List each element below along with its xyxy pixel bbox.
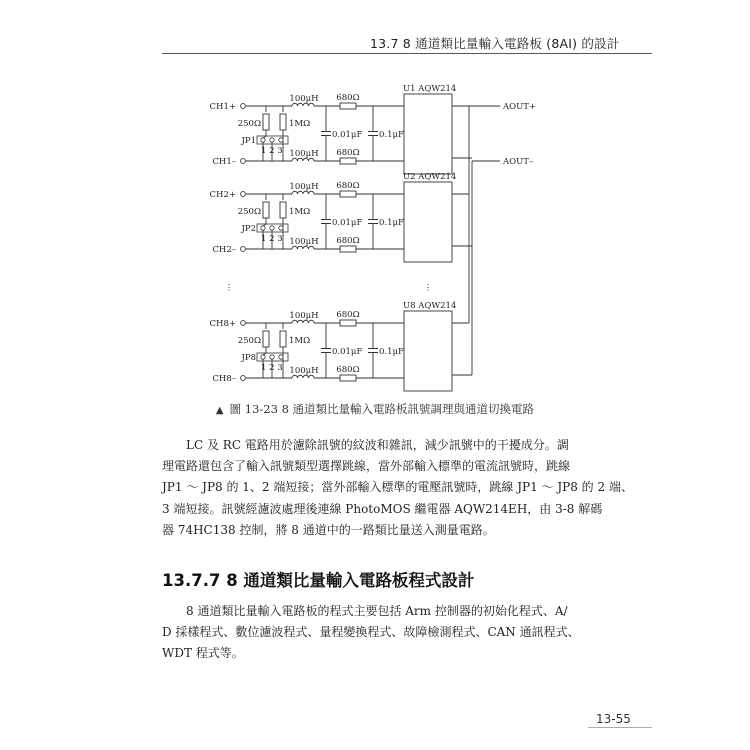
series-resistor — [340, 375, 356, 381]
channel-positive-label: CH2+ — [209, 190, 236, 200]
caption-marker: ▲ — [215, 405, 224, 416]
section-heading: 13.7.7 8 通道類比量輸入電路板程式設計 — [162, 571, 475, 590]
relay-box — [404, 311, 452, 391]
jumper-pin-numbers: 1 2 3 — [261, 146, 283, 156]
inductor-label: 100μH — [289, 182, 319, 192]
series-resistor — [340, 320, 356, 326]
jumper-pin — [279, 355, 283, 359]
jumper-pin — [270, 226, 274, 230]
input-terminal — [241, 159, 246, 164]
bias-resistor — [280, 202, 286, 218]
channel-negative-label: CH8– — [212, 374, 236, 384]
inductor-label: 100μH — [289, 311, 319, 321]
shunt-resistor-label: 250Ω — [237, 119, 261, 129]
bias-resistor — [280, 331, 286, 347]
input-terminal — [241, 192, 246, 197]
bias-resistor — [280, 114, 286, 130]
series-resistor-label: 680Ω — [336, 148, 360, 158]
channel-negative-label: CH1– — [212, 157, 236, 167]
output-negative-label: AOUT– — [503, 157, 534, 167]
paragraph-line: 理電路還包含了輸入訊號類型選擇跳線，當外部輸入標準的電流訊號時，跳線 — [162, 459, 571, 474]
jumper-label: JP8 — [241, 353, 256, 363]
series-resistor-label: 680Ω — [336, 236, 360, 246]
inductor-label: 100μH — [289, 237, 319, 247]
paragraph-line: 8 通道類比量輸入電路板的程式主要包括 Arm 控制器的初始化程式、A/ — [186, 604, 568, 618]
series-resistor — [340, 246, 356, 252]
series-resistor — [340, 158, 356, 164]
paragraph-line: D 採樣程式、數位濾波程式、量程變換程式、故障檢測程式、CAN 通訊程式、 — [162, 625, 580, 640]
relay-label: U8 AQW214 — [403, 301, 457, 311]
shunt-resistor — [263, 202, 269, 218]
jumper-pin — [270, 138, 274, 142]
jumper-pin — [261, 226, 265, 230]
bias-resistor-label: 1MΩ — [289, 119, 311, 129]
shunt-resistor-label: 250Ω — [237, 207, 261, 217]
shunt-resistor — [263, 331, 269, 347]
channel-positive-label: CH1+ — [209, 102, 236, 112]
series-resistor — [340, 191, 356, 197]
paragraph-line: JP1 ～ JP8 的 1、2 端短接；當外部輸入標準的電壓訊號時，跳線 JP1 ～ JP8 的 2 端、 — [162, 480, 633, 495]
jumper-pin-numbers: 1 2 3 — [261, 234, 283, 244]
capacitor-2-label: 0.1μF — [379, 347, 404, 357]
relay-label: U1 AQW214 — [403, 84, 457, 94]
ellipsis-mark: ⋮ — [224, 283, 234, 293]
relay-box — [404, 94, 452, 174]
jumper-pin — [261, 355, 265, 359]
paragraph-line: 器 74HC138 控制，將 8 通道中的一路類比量送入測量電路。 — [162, 522, 495, 537]
page-number: 13-55 — [596, 712, 631, 726]
shunt-resistor — [263, 114, 269, 130]
jumper-pin — [279, 138, 283, 142]
input-terminal — [241, 104, 246, 109]
jumper-pin — [261, 138, 265, 142]
inductor-label: 100μH — [289, 366, 319, 376]
paragraph-line: 3 端短接。訊號經濾波處理後連線 PhotoMOS 繼電器 AQW214EH，由 3-8 解碼 — [162, 501, 603, 516]
jumper-pin — [270, 355, 274, 359]
page-number-rule — [588, 727, 652, 728]
jumper-label: JP2 — [241, 224, 256, 234]
relay-label: U2 AQW214 — [403, 172, 457, 182]
jumper-label: JP1 — [241, 136, 256, 146]
channel-positive-label: CH8+ — [209, 319, 236, 329]
capacitor-2-label: 0.1μF — [379, 130, 404, 140]
relay-box — [404, 182, 452, 262]
series-resistor-label: 680Ω — [336, 365, 360, 375]
paragraph-1 — [162, 435, 633, 541]
channel-negative-label: CH2– — [212, 245, 236, 255]
caption-text: 圖 13-23 8 通道類比量輸入電路板訊號調理與通道切換電路 — [229, 402, 535, 416]
input-terminal — [241, 376, 246, 381]
output-positive-label: AOUT+ — [503, 102, 537, 112]
series-resistor — [340, 103, 356, 109]
series-resistor-label: 680Ω — [336, 93, 360, 103]
figure-caption — [0, 401, 750, 417]
paragraph-line: WDT 程式等。 — [162, 646, 244, 661]
inductor-label: 100μH — [289, 94, 319, 104]
ellipsis-mark: ⋮ — [423, 283, 433, 293]
series-resistor-label: 680Ω — [336, 181, 360, 191]
jumper-pin — [279, 226, 283, 230]
bias-resistor-label: 1MΩ — [289, 207, 311, 217]
paragraph-line: LC 及 RC 電路用於濾除訊號的紋波和雜訊，減少訊號中的干擾成分。調 — [186, 438, 569, 452]
input-terminal — [241, 321, 246, 326]
input-terminal — [241, 247, 246, 252]
capacitor-1-label: 0.01μF — [332, 130, 363, 140]
series-resistor-label: 680Ω — [336, 310, 360, 320]
running-header: 13.7 8 通道類比量輸入電路板 (8AI) 的設計 — [370, 36, 620, 51]
jumper-pin-numbers: 1 2 3 — [261, 363, 283, 373]
paragraph-2 — [162, 601, 590, 665]
capacitor-1-label: 0.01μF — [332, 218, 363, 228]
bias-resistor-label: 1MΩ — [289, 336, 311, 346]
capacitor-1-label: 0.01μF — [332, 347, 363, 357]
capacitor-2-label: 0.1μF — [379, 218, 404, 228]
shunt-resistor-label: 250Ω — [237, 336, 261, 346]
inductor-label: 100μH — [289, 149, 319, 159]
